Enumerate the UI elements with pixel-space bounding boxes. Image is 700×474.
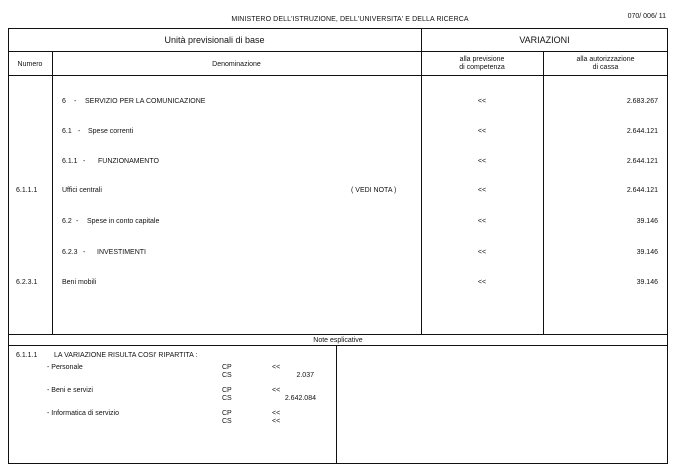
row-competenza: <<: [477, 218, 487, 225]
row-cassa: 2.644.121: [626, 128, 658, 135]
note-cs-value: 2.642.084: [284, 395, 316, 402]
note-cp-label: CP: [222, 364, 232, 371]
note-cp-value: <<: [272, 387, 281, 394]
note-cs-label: CS: [222, 418, 232, 425]
row-code: 6.1.1: [62, 158, 78, 165]
notes-title-divider: [8, 345, 668, 346]
variazioni-header: VARIAZIONI: [519, 35, 570, 45]
document-code: 070/ 006/ 11: [627, 13, 666, 20]
competenza-column-header: alla previsione di competenza: [459, 56, 505, 71]
row-numero: 6.1.1.1: [16, 187, 38, 194]
table-row: [0, 279, 700, 289]
note-cp-label: CP: [222, 410, 232, 417]
row-cassa: 39.146: [636, 279, 658, 286]
row-separator: -: [74, 98, 77, 105]
list-item: [0, 410, 336, 428]
row-label: Spese in conto capitale: [87, 218, 160, 225]
row-cassa: 2.644.121: [626, 187, 658, 194]
note-item-label: - Beni e servizi: [47, 387, 93, 394]
note-cs-label: CS: [222, 372, 232, 379]
list-item: [0, 364, 336, 382]
row-cassa: 2.644.121: [626, 158, 658, 165]
list-item: [0, 387, 336, 405]
row-label: Beni mobili: [62, 279, 97, 286]
row-separator: -: [83, 249, 86, 256]
row-separator: -: [83, 158, 86, 165]
row-numero: 6.2.3.1: [16, 279, 38, 286]
note-cp-label: CP: [222, 387, 232, 394]
row-code: 6.2: [62, 218, 72, 225]
row-code: 6: [62, 98, 66, 105]
row-label: Uffici centrali: [62, 187, 102, 194]
row-label: Spese correnti: [88, 128, 134, 135]
note-cs-value: <<: [272, 418, 281, 425]
table-row: [0, 158, 700, 168]
ministry-title: MINISTERO DELL'ISTRUZIONE, DELL'UNIVERSITA' E DELLA RICERCA: [231, 16, 469, 23]
row-separator: -: [76, 218, 79, 225]
row-cassa: 39.146: [636, 249, 658, 256]
row-cassa: 39.146: [636, 218, 658, 225]
unita-previsionali-header: Unità previsionali di base: [164, 35, 265, 45]
notes-numero: 6.1.1.1: [16, 352, 38, 359]
table-row: [0, 249, 700, 259]
note-item-label: - Informatica di servizio: [47, 410, 119, 417]
row-nota: ( VEDI NOTA ): [351, 187, 397, 194]
cassa-column-header: alla autorizzazione di cassa: [576, 56, 635, 71]
column-header-divider: [8, 75, 668, 76]
table-row: [0, 98, 700, 108]
note-cp-value: <<: [272, 364, 281, 371]
row-label: SERVIZIO PER LA COMUNICAZIONE: [85, 98, 206, 105]
table-row: [0, 187, 700, 197]
row-label: INVESTIMENTI: [97, 249, 147, 256]
note-cp-value: <<: [272, 410, 281, 417]
row-separator: -: [78, 128, 81, 135]
note-cs-value: 2.037: [296, 372, 314, 379]
row-code: 6.1: [62, 128, 72, 135]
denominazione-column-header: Denominazione: [212, 61, 261, 68]
note-item-label: - Personale: [47, 364, 83, 371]
note-cs-label: CS: [222, 395, 232, 402]
row-competenza: <<: [477, 158, 487, 165]
notes-title: Note esplicative: [313, 337, 363, 344]
notes-column-divider: [336, 345, 337, 464]
row-competenza: <<: [477, 187, 487, 194]
table-row: [0, 218, 700, 228]
row-cassa: 2.683.267: [626, 98, 658, 105]
row-label: FUNZIONAMENTO: [98, 158, 159, 165]
numero-column-header: Numero: [17, 61, 43, 68]
row-competenza: <<: [477, 279, 487, 286]
row-competenza: <<: [477, 128, 487, 135]
notes-top-divider: [8, 334, 668, 335]
header-divider: [8, 51, 668, 52]
row-competenza: <<: [477, 249, 487, 256]
row-competenza: <<: [477, 98, 487, 105]
row-code: 6.2.3: [62, 249, 78, 256]
notes-heading: LA VARIAZIONE RISULTA COSI' RIPARTITA :: [54, 352, 198, 359]
table-row: [0, 128, 700, 138]
